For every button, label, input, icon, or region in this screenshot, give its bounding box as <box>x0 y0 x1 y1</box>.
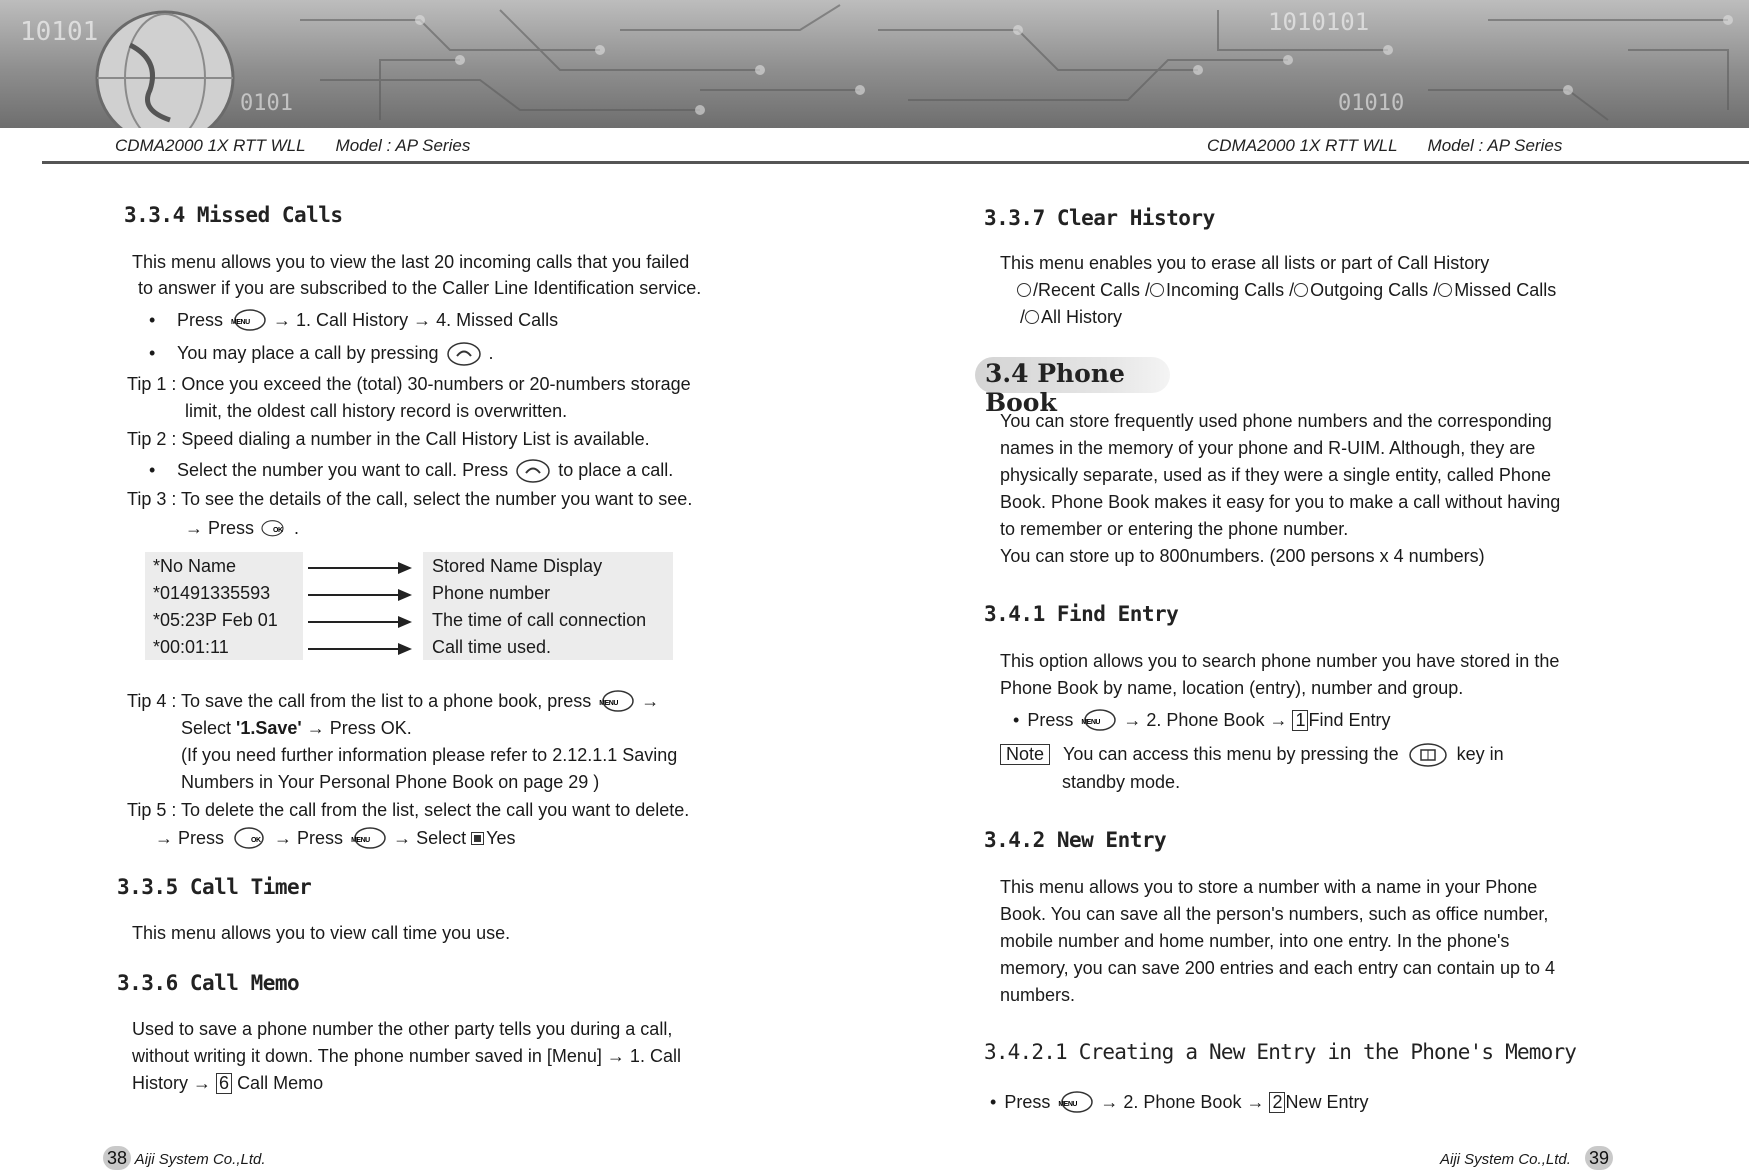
bullet-place-call: • You may place a call by pressing . <box>149 341 494 367</box>
paragraph: physically separate, used as if they were a single entity, called Phone <box>1000 465 1551 485</box>
menu-key-icon: MENU <box>348 826 388 852</box>
paragraph: to remember or entering the phone number. <box>1000 519 1349 539</box>
radio-icon <box>1017 283 1031 297</box>
number-key-box: 1 <box>1292 710 1308 731</box>
paragraph: This menu enables you to erase all lists or part of Call History <box>1000 253 1490 273</box>
detail-field: *05:23P Feb 01 <box>153 610 278 630</box>
radio-icon <box>1025 310 1039 324</box>
paragraph: This menu allows you to store a number with a name in your Phone <box>1000 877 1538 897</box>
section-title: 3.3.6 Call Memo <box>117 971 300 995</box>
paragraph: Book. Phone Book makes it easy for you to make a call without having <box>1000 492 1561 512</box>
menu-key-icon: MENU <box>1078 708 1118 734</box>
running-header-right: CDMA2000 1X RTT WLL Model : AP Series <box>1207 136 1563 155</box>
svg-text:01010: 01010 <box>1338 91 1405 116</box>
paragraph: Book. You can save all the person's numbers, such as office number, <box>1000 904 1549 924</box>
arrow-icon <box>308 594 408 596</box>
header-rule-left <box>42 161 868 164</box>
ok-key-icon: OK <box>229 826 269 852</box>
section-title: 3.3.5 Call Timer <box>117 875 312 899</box>
section-title: 3.4.2 New Entry <box>984 828 1167 852</box>
tip-4-ref: (If you need further information please refer to 2.12.1.1 Saving <box>181 745 678 765</box>
detail-field: *01491335593 <box>153 583 271 603</box>
paragraph: Phone Book by name, location (entry), number and group. <box>1000 678 1464 698</box>
svg-text:1010101: 1010101 <box>1268 8 1370 36</box>
detail-meaning: Phone number <box>432 583 551 603</box>
chapter-title-pill <box>975 357 1170 417</box>
paragraph: mobile number and home number, into one entry. In the phone's <box>1000 931 1510 951</box>
svg-text:0101: 0101 <box>240 91 293 116</box>
tip-5: Tip 5 : To delete the call from the list, select the call you want to delete. <box>127 800 690 820</box>
number-key-box: 2 <box>1269 1092 1285 1113</box>
paragraph: You can store up to 800numbers. (200 persons x 4 numbers) <box>1000 546 1485 566</box>
footer-left: 38 Aiji System Co.,Ltd. <box>103 1146 266 1170</box>
selected-checkbox-icon <box>471 832 484 845</box>
tip-1-cont: limit, the oldest call history record is overwritten. <box>185 401 568 421</box>
header-banner-right <box>868 0 1749 128</box>
tip-2-bullet: • Select the number you want to call. Press to place a call. <box>149 458 673 484</box>
radio-icon <box>1150 283 1164 297</box>
arrow-icon <box>308 621 408 623</box>
detail-meaning: Call time used. <box>432 637 552 657</box>
paragraph: without writing it down. The phone number saved in [Menu] → 1. Call <box>132 1046 681 1066</box>
page-number: 38 <box>103 1146 131 1170</box>
paragraph: You can store frequently used phone numbers and the corresponding <box>1000 411 1552 431</box>
send-key-icon <box>444 341 484 367</box>
radio-icon <box>1438 283 1452 297</box>
tip-4-save: Select '1.Save' → Press OK. <box>181 718 412 738</box>
tip-3: Tip 3 : To see the details of the call, select the number you want to see. <box>127 489 693 509</box>
footer-right: Aiji System Co.,Ltd. 39 <box>1440 1146 1613 1170</box>
section-title: 3.3.7 Clear History <box>984 206 1215 230</box>
section-title: 3.3.4 Missed Calls <box>124 203 343 227</box>
running-header-left: CDMA2000 1X RTT WLL Model : AP Series <box>115 136 471 155</box>
note-cont: standby mode. <box>1062 772 1181 792</box>
note: Note You can access this menu by pressing the key in <box>1000 742 1504 768</box>
section-title: 3.4.1 Find Entry <box>984 602 1179 626</box>
clear-options-cont: / All History <box>1020 307 1123 327</box>
arrow-icon <box>308 567 408 569</box>
phonebook-key-icon <box>1404 742 1452 768</box>
menu-key-icon: MENU <box>1055 1090 1095 1116</box>
svg-text:10101: 10101 <box>20 17 99 47</box>
paragraph: memory, you can save 200 entries and each entry can contain up to 4 <box>1000 958 1555 978</box>
tip-4: Tip 4 : To save the call from the list to a phone book, press MENU → <box>127 689 659 715</box>
detail-meaning: The time of call connection <box>432 610 647 630</box>
subsection-title: 3.4.2.1 Creating a New Entry in the Phone's Memory <box>984 1040 1577 1064</box>
new-entry-path: • Press MENU → 2. Phone Book → 2 New Entry <box>990 1090 1369 1116</box>
paragraph: numbers. <box>1000 985 1076 1005</box>
arrow-icon <box>308 648 408 650</box>
tip-2: Tip 2 : Speed dialing a number in the Call History List is available. <box>127 429 650 449</box>
find-entry-path: • Press MENU → 2. Phone Book → 1 Find Entry <box>1013 708 1391 734</box>
ok-key-icon: OK <box>259 516 289 542</box>
radio-icon <box>1294 283 1308 297</box>
menu-key-icon: MENU <box>596 689 636 715</box>
paragraph: This menu allows you to view call time you use. <box>132 923 511 943</box>
clear-options: /Recent Calls / Incoming Calls / Outgoing Calls / Missed Calls <box>1017 278 1556 302</box>
header-rule-right <box>868 161 1749 164</box>
paragraph: This option allows you to search phone number you have stored in the <box>1000 651 1560 671</box>
paragraph: This menu allows you to view the last 20 incoming calls that you failed <box>132 252 690 272</box>
send-key-icon <box>513 458 553 484</box>
chapter-title: 3.4 Phone Book <box>985 359 1125 417</box>
detail-field: *00:01:11 <box>153 637 229 657</box>
bullet-press-menu: • Press MENU → 1. Call History → 4. Missed Calls <box>149 308 558 334</box>
detail-meaning: Stored Name Display <box>432 556 603 576</box>
tip-5-steps: → Press OK → Press MENU → Select Yes <box>155 826 516 852</box>
header-banner-left <box>0 0 868 128</box>
page-number: 39 <box>1585 1146 1613 1170</box>
paragraph: History → 6 Call Memo <box>132 1073 324 1093</box>
tip-1: Tip 1 : Once you exceed the (total) 30-numbers or 20-numbers storage <box>127 374 691 394</box>
number-key-box: 6 <box>216 1073 232 1094</box>
paragraph: names in the memory of your phone and R-UIM. Although, they are <box>1000 438 1536 458</box>
detail-field: *No Name <box>153 556 237 576</box>
tip-4-ref-cont: Numbers in Your Personal Phone Book on page 29 ) <box>181 772 600 792</box>
menu-key-icon: MENU <box>228 308 268 334</box>
note-label: Note <box>1000 744 1050 765</box>
paragraph: Used to save a phone number the other party tells you during a call, <box>132 1019 673 1039</box>
tip-3-press: → Press OK . <box>185 516 299 542</box>
paragraph: to answer if you are subscribed to the Caller Line Identification service. <box>138 278 702 298</box>
